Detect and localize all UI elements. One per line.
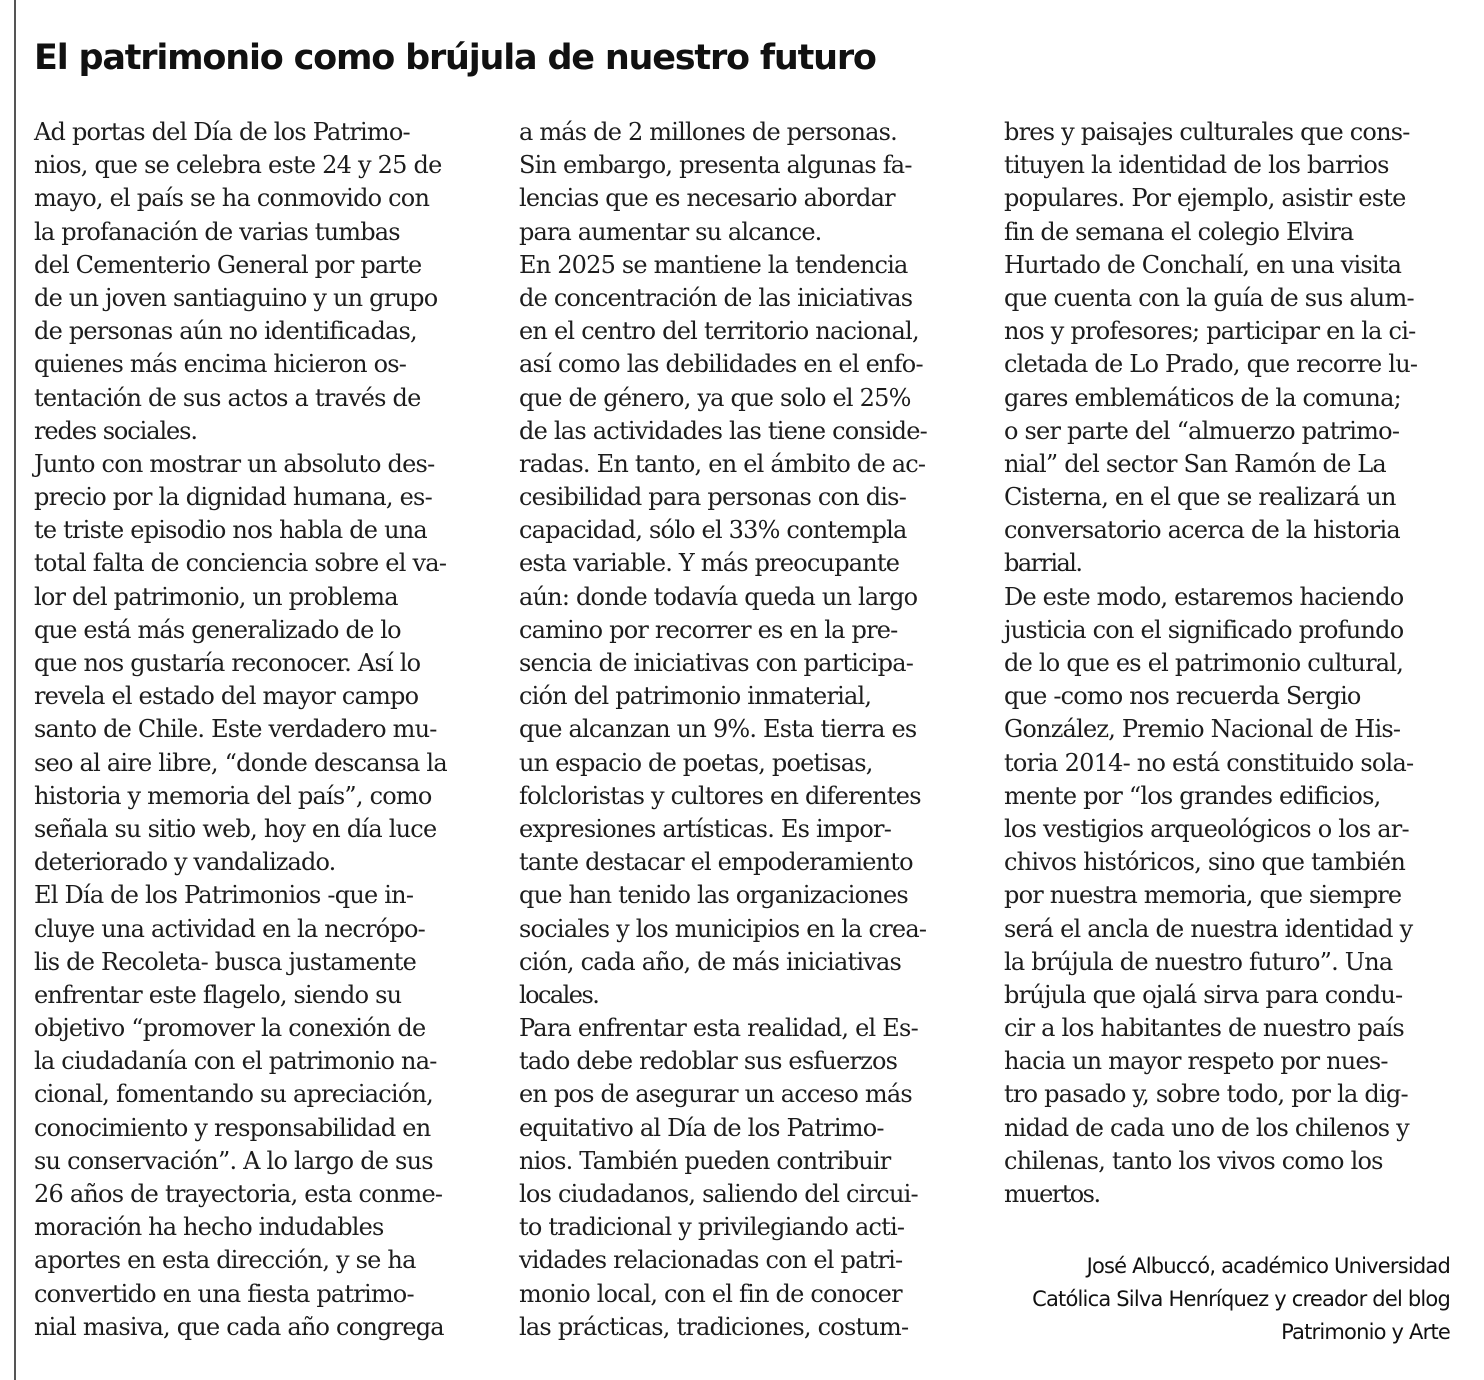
text-line: tentación de sus actos a través de — [34, 383, 421, 412]
text-line: del Cementerio General por parte — [34, 250, 422, 279]
text-line: tado debe redoblar sus esfuerzos — [519, 1047, 898, 1076]
text-line: equitativo al Día de los Patrimo- — [519, 1113, 884, 1142]
text-line: cional, fomentando su apreciación, — [34, 1080, 433, 1109]
author-byline — [970, 1250, 1450, 1349]
text-line: los vestigios arqueológicos o los ar- — [1004, 814, 1409, 843]
text-line: Para enfrentar esta realidad, el Es- — [519, 1014, 918, 1043]
text-line: ción del patrimonio inmaterial, — [519, 682, 872, 711]
text-line: nial masiva, que cada año congrega — [34, 1312, 444, 1341]
text-line: cluye una actividad en la necrópo- — [34, 914, 425, 943]
text-line: mente por “los grandes edificios, — [1004, 781, 1381, 810]
text-line: muertos. — [1004, 1180, 1100, 1208]
text-line: santo de Chile. Este verdadero mu- — [34, 715, 437, 744]
text-line: que han tenido las organizaciones — [519, 881, 908, 910]
text-line: historia y memoria del país”, como — [34, 781, 432, 810]
text-line: enfrentar este flagelo, siendo su — [34, 980, 402, 1009]
text-line: nos y profesores; participar en la ci- — [1004, 317, 1416, 346]
text-line: redes sociales. — [34, 416, 197, 445]
byline-line: Patrimonio y Arte — [1281, 1320, 1450, 1344]
text-line: Ad portas del Día de los Patrimo- — [34, 118, 410, 146]
text-line: lor del patrimonio, un problema — [34, 582, 398, 611]
text-line: de concentración de las iniciativas — [519, 283, 913, 312]
text-line: El Día de los Patrimonios -que in- — [34, 881, 414, 910]
text-line: objetivo “promover la conexión de — [34, 1014, 426, 1043]
article-column-1 — [34, 116, 504, 1344]
text-line: ción, cada año, de más iniciativas — [519, 947, 902, 976]
text-line: la profanación de varias tumbas — [34, 217, 400, 246]
text-line: En 2025 se mantiene la tendencia — [519, 250, 908, 279]
text-line: así como las debilidades en el enfo- — [519, 350, 923, 379]
text-line: barrial. — [1004, 549, 1082, 578]
text-line: que alcanzan un 9%. Esta tierra es — [519, 715, 917, 744]
text-line: De este modo, estaremos haciendo — [1004, 582, 1404, 611]
left-margin-rule — [14, 0, 16, 1380]
text-line: cir a los habitantes de nuestro país — [1004, 1014, 1404, 1043]
text-line: te triste episodio nos habla de una — [34, 516, 427, 545]
text-line: en pos de asegurar un acceso más — [519, 1080, 912, 1109]
text-line: un espacio de poetas, poetisas, — [519, 748, 873, 777]
text-line: seo al aire libre, “donde descansa la — [34, 748, 447, 777]
text-line: tante destacar el empoderamiento — [519, 848, 913, 877]
text-line: que de género, ya que solo el 25% — [519, 383, 911, 412]
text-line: que está más generalizado de lo — [34, 615, 401, 644]
text-line: revela el estado del mayor campo — [34, 682, 419, 711]
text-line: de personas aún no identificadas, — [34, 317, 417, 346]
text-line: sencia de iniciativas con participa- — [519, 649, 914, 677]
text-line: chilenas, tanto los vivos como los — [1004, 1146, 1383, 1175]
text-line: esta variable. Y más preocupante — [519, 549, 900, 578]
text-line: camino por recorrer es en la pre- — [519, 615, 898, 644]
text-line: gares emblemáticos de la comuna; — [1004, 383, 1401, 412]
text-line: 26 años de trayectoria, esta conme- — [34, 1180, 443, 1208]
text-line: nios. También pueden contribuir — [519, 1146, 891, 1175]
text-line: tituyen la identidad de los barrios — [1004, 151, 1389, 180]
text-line: nios, que se celebra este 24 y 25 de — [34, 151, 442, 180]
text-line: cletada de Lo Prado, que recorre lu- — [1004, 350, 1418, 379]
text-line: aún: donde todavía queda un largo — [519, 582, 918, 611]
text-line: aportes en esta dirección, y se ha — [34, 1246, 416, 1275]
text-line: en el centro del territorio nacional, — [519, 317, 919, 346]
text-line: radas. En tanto, en el ámbito de ac- — [519, 449, 926, 478]
text-line: brújula que ojalá sirva para condu- — [1004, 980, 1403, 1009]
text-line: sociales y los municipios en la crea- — [519, 914, 927, 943]
text-line: Cisterna, en el que se realizará un — [1004, 483, 1396, 512]
text-line: hacia un mayor respeto por nues- — [1004, 1047, 1388, 1076]
text-line: justicia con el significado profundo — [1004, 615, 1404, 644]
text-line: monio local, con el fin de conocer — [519, 1279, 902, 1308]
text-line: que -como nos recuerda Sergio — [1004, 682, 1361, 711]
text-line: locales. — [519, 980, 599, 1009]
text-line: deteriorado y vandalizado. — [34, 848, 336, 877]
article-title: El patrimonio como brújula de nuestro futuro — [34, 38, 876, 78]
text-line: será el ancla de nuestra identidad y — [1004, 914, 1413, 943]
text-line: Junto con mostrar un absoluto des- — [34, 449, 435, 478]
text-line: nial” del sector San Ramón de La — [1004, 449, 1386, 478]
text-line: bres y paisajes culturales que cons- — [1004, 118, 1410, 146]
text-line: mayo, el país se ha conmovido con — [34, 184, 430, 213]
text-line: de un joven santiaguino y un grupo — [34, 283, 438, 312]
text-line: tro pasado y, sobre todo, por la dig- — [1004, 1080, 1408, 1109]
text-line: vidades relacionadas con el patri- — [519, 1246, 903, 1275]
text-line: las prácticas, tradiciones, costum- — [519, 1312, 909, 1341]
text-line: o ser parte del “almuerzo patrimo- — [1004, 416, 1400, 445]
text-line: convertido en una fiesta patrimo- — [34, 1279, 414, 1308]
text-line: por nuestra memoria, que siempre — [1004, 881, 1402, 910]
text-line: quienes más encima hicieron os- — [34, 350, 407, 379]
text-line: folcloristas y cultores en diferentes — [519, 781, 921, 810]
text-line: que nos gustaría reconocer. Así lo — [34, 649, 421, 677]
text-line: los ciudadanos, saliendo del circui- — [519, 1180, 918, 1208]
text-line: para aumentar su alcance. — [519, 217, 822, 246]
text-line: su conservación”. A lo largo de sus — [34, 1146, 433, 1175]
text-line: Hurtado de Conchalí, en una visita — [1004, 250, 1402, 279]
text-line: conocimiento y responsabilidad en — [34, 1113, 431, 1142]
text-line: de lo que es el patrimonio cultural, — [1004, 649, 1404, 677]
text-line: toria 2014- no está constituido sola- — [1004, 748, 1414, 777]
byline-line: José Albuccó, académico Universidad — [1086, 1254, 1450, 1278]
text-line: señala su sitio web, hoy en día luce — [34, 814, 437, 843]
text-line: lis de Recoleta- busca justamente — [34, 947, 417, 976]
text-line: Sin embargo, presenta algunas fa- — [519, 151, 912, 180]
text-line: to tradicional y privilegiando acti- — [519, 1213, 905, 1242]
text-line: total falta de conciencia sobre el va- — [34, 549, 447, 578]
text-line: que cuenta con la guía de sus alum- — [1004, 283, 1414, 312]
text-line: conversatorio acerca de la historia — [1004, 516, 1400, 545]
text-line: moración ha hecho indudables — [34, 1213, 384, 1242]
text-line: a más de 2 millones de personas. — [519, 118, 897, 146]
text-line: la ciudadanía con el patrimonio na- — [34, 1047, 437, 1076]
text-line: de las actividades las tiene conside- — [519, 416, 928, 445]
text-line: populares. Por ejemplo, asistir este — [1004, 184, 1406, 213]
text-line: la brújula de nuestro futuro”. Una — [1004, 947, 1393, 976]
text-line: lencias que es necesario abordar — [519, 184, 895, 213]
article-column-3 — [1004, 116, 1474, 1211]
text-line: González, Premio Nacional de His- — [1004, 715, 1401, 744]
article-column-2 — [519, 116, 989, 1344]
text-line: chivos históricos, sino que también — [1004, 848, 1406, 877]
text-line: cesibilidad para personas con dis- — [519, 483, 907, 512]
text-line: precio por la dignidad humana, es- — [34, 483, 432, 512]
text-line: capacidad, sólo el 33% contempla — [519, 516, 907, 545]
text-line: expresiones artísticas. Es impor- — [519, 814, 892, 843]
text-line: nidad de cada uno de los chilenos y — [1004, 1113, 1409, 1142]
byline-line: Católica Silva Henríquez y creador del blog — [1032, 1287, 1450, 1311]
text-line: fin de semana el colegio Elvira — [1004, 217, 1354, 246]
